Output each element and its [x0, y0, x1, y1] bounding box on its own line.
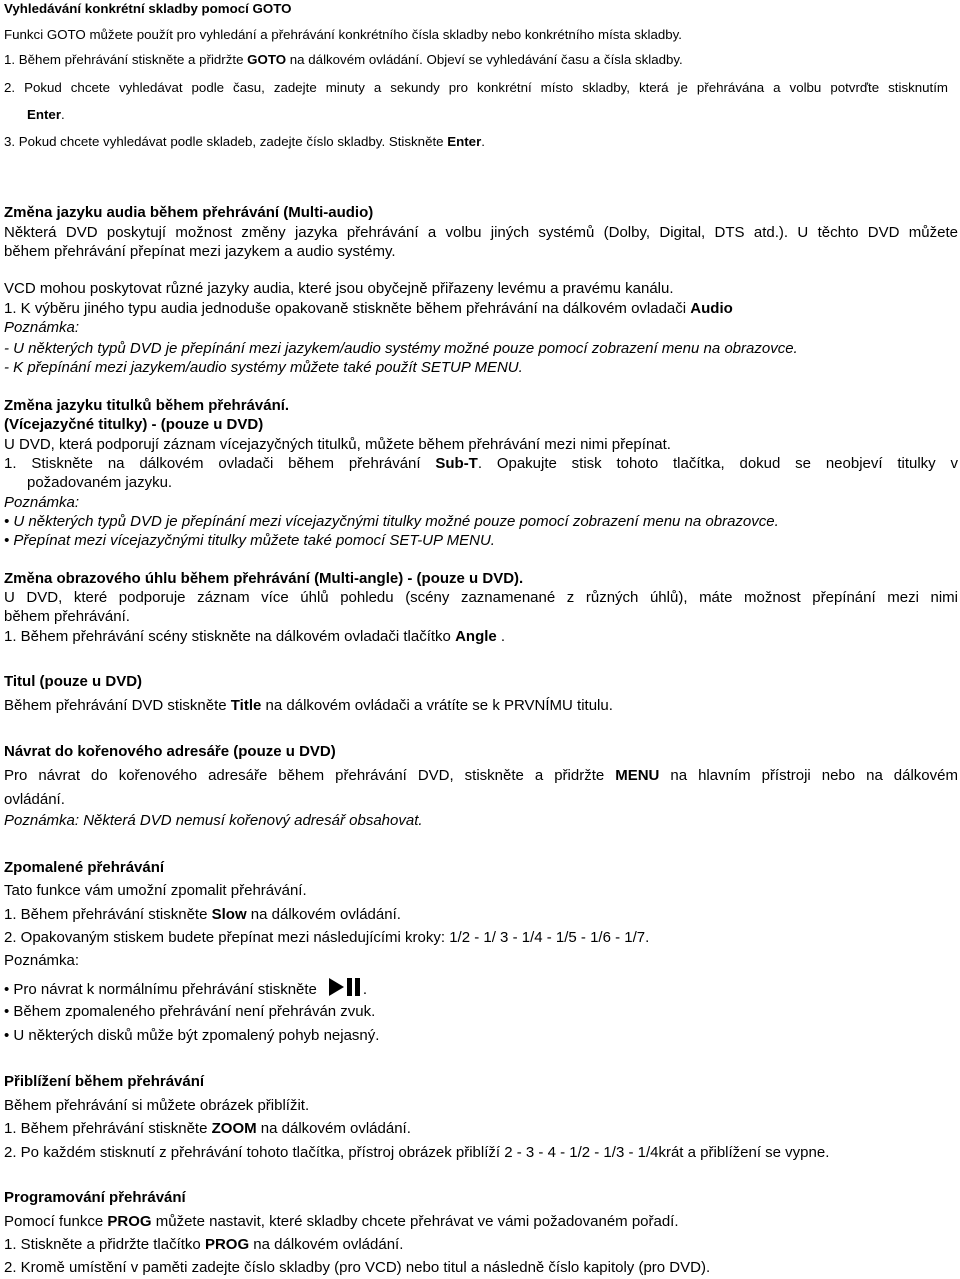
audio-note-2: - K přepínání mezi jazykem/audio systémy můžete také použít SETUP MENU. [4, 359, 523, 376]
text: 1. Stiskněte a přidržte tlačítko [4, 1236, 205, 1253]
text: . [362, 981, 368, 998]
audio-para-1-cont: během přehrávání přepínat mezi jazykem a audio systémy. [4, 243, 396, 260]
zoom-step-1 [4, 1120, 958, 1137]
slow-step-2: 2. Opakovaným stiskem budete přepínat mezi následujícími kroky: 1/2 - 1/ 3 - 1/4 - 1/5 - 1/6 - 1/7. [4, 929, 650, 946]
section-title-zoom: Přiblížení během přehrávání [4, 1073, 205, 1090]
text: 1. Během přehrávání stiskněte [4, 906, 212, 923]
section-title-slow: Zpomalené přehrávání [4, 859, 165, 876]
text: Během přehrávání DVD stiskněte [4, 697, 231, 714]
goto-step-2-cont [27, 107, 958, 122]
text: na dálkovém ovládači a vrátíte se k PRVNÍMU titulu. [261, 697, 613, 714]
subtitles-step-1 [4, 455, 958, 472]
key-prog: PROG [107, 1213, 152, 1230]
key-audio: Audio [690, 300, 733, 317]
program-para [4, 1213, 958, 1230]
zoom-para: Během přehrávání si můžete obrázek přiblížit. [4, 1097, 310, 1114]
text: Pomocí funkce [4, 1213, 108, 1230]
slow-step-1 [4, 906, 958, 923]
section-subtitle-subtitles: (Vícejazyčné titulky) - (pouze u DVD) [4, 416, 264, 433]
audio-para-2: VCD mohou poskytovat různé jazyky audia, které jsou obyčejně přiřazeny levému a pravému kanálu. [4, 280, 674, 297]
goto-step-1 [4, 52, 958, 67]
text: na dálkovém ovládání. [246, 906, 401, 923]
text: . [481, 134, 485, 149]
text: na dálkovém ovládání. [256, 1120, 411, 1137]
text: . Opakujte stisk tohoto tlačítka, dokud se neobjeví titulky v [477, 455, 958, 472]
subtitles-note-1: • U některých typů DVD je přepínání mezi vícejazyčnými titulky možné pouze pomocí zobrazení menu na obrazovce. [4, 513, 779, 530]
angle-para-1-cont: během přehrávání. [4, 608, 130, 625]
audio-note-label: Poznámka: [4, 319, 80, 336]
key-angle: Angle [455, 628, 497, 645]
text: můžete nastavit, které skladby chcete přehrávat ve vámi požadovaném pořadí. [151, 1213, 679, 1230]
text: 1. Stiskněte na dálkovém ovladači během přehrávání [4, 455, 436, 472]
play-pause-icon [329, 978, 363, 1000]
text: Pro návrat do kořenového adresáře během přehrávání DVD, stiskněte a přidržte [4, 767, 616, 784]
audio-note-1: - U některých typů DVD je přepínání mezi jazykem/audio systémy možné pouze pomocí zobrazení menu na obrazovce. [4, 340, 798, 357]
text: na dálkovém ovládání. Objeví se vyhledávání času a čísla skladby. [286, 52, 683, 67]
key-menu: MENU [615, 767, 660, 784]
angle-step-1 [4, 628, 958, 645]
slow-note-label: Poznámka: [4, 952, 80, 969]
title-para [4, 697, 958, 714]
text: . [61, 107, 65, 122]
slow-para: Tato funkce vám umožní zpomalit přehrávání. [4, 882, 307, 899]
subtitles-step-1-cont: požadovaném jazyku. [27, 474, 173, 491]
text: 1. Během přehrávání stiskněte [4, 1120, 212, 1137]
angle-para-1: U DVD, které podporuje záznam více úhlů pohledu (scény zaznamenané z různých úhlů), máte možnost přepínání mezi nimi [4, 589, 958, 606]
section-title-subtitles: Změna jazyku titulků během přehrávání. [4, 397, 290, 414]
key-enter: Enter [447, 134, 482, 149]
program-step-2: 2. Kromě umístění v paměti zadejte číslo skladby (pro VCD) nebo titul a následně číslo kapitoly (pro DVD). [4, 1259, 711, 1276]
goto-step-3 [4, 134, 958, 149]
text: na dálkovém ovládání. [249, 1236, 404, 1253]
subtitles-note-2: • Přepínat mezi vícejazyčnými titulky můžete také pomocí SET-UP MENU. [4, 532, 495, 549]
section-title-multi-angle: Změna obrazového úhlu během přehrávání (Multi-angle) - (pouze u DVD). [4, 570, 524, 587]
subtitles-para-1: U DVD, která podporují záznam vícejazyčných titulků, můžete během přehrávání mezi nimi přepínat. [4, 436, 671, 453]
root-para [4, 767, 958, 784]
text: • Pro návrat k normálnímu přehrávání stiskněte [4, 981, 317, 998]
audio-para-1: Některá DVD poskytují možnost změny jazyka přehrávání a volbu jiných systémů (Dolby, Digital, DTS atd.). U těchto DVD můžete [4, 224, 958, 241]
slow-bullet-3: • U některých disků může být zpomalený pohyb nejasný. [4, 1027, 380, 1044]
key-slow: Slow [211, 906, 247, 923]
section-title-multi-audio: Změna jazyku audia během přehrávání (Multi-audio) [4, 204, 374, 221]
section-title-program: Programování přehrávání [4, 1189, 186, 1206]
goto-step-2: 2. Pokud chcete vyhledávat podle času, zadejte minuty a sekundy pro konkrétní místo skladby, která je přehrávána a volbu potvrďte stisknutím [4, 80, 948, 95]
zoom-step-2: 2. Po každém stisknutí z přehrávání tohoto tlačítka, přístroj obrázek přiblíží 2 - 3 - 4 - 1/2 - 1/3 - 1/4krát a přiblížení se vypne. [4, 1144, 830, 1161]
section-title-title: Titul (pouze u DVD) [4, 673, 143, 690]
slow-bullet-2: • Během zpomaleného přehrávání není přehráván zvuk. [4, 1003, 376, 1020]
text: na hlavním přístroji nebo na dálkovém [659, 767, 958, 784]
root-note: Poznámka: Některá DVD nemusí kořenový adresář obsahovat. [4, 812, 423, 829]
key-sub-t: Sub-T [435, 455, 478, 472]
key-zoom: ZOOM [211, 1120, 257, 1137]
text: 1. Během přehrávání scény stiskněte na dálkovém ovladači tlačítko [4, 628, 456, 645]
text: 1. Během přehrávání stiskněte a přidržte [4, 52, 248, 67]
root-para-cont: ovládání. [4, 791, 65, 808]
audio-step-1 [4, 300, 958, 317]
key-title: Title [230, 697, 262, 714]
program-step-1 [4, 1236, 958, 1253]
text: 3. Pokud chcete vyhledávat podle skladeb, zadejte číslo skladby. Stiskněte [4, 134, 448, 149]
key-goto: GOTO [247, 52, 287, 67]
section-title-goto: Vyhledávání konkrétní skladby pomocí GOTO [4, 1, 292, 16]
goto-intro: Funkci GOTO můžete použít pro vyhledání a přehrávání konkrétního čísla skladby nebo konkrétního místa skladby. [4, 27, 682, 42]
key-prog: PROG [204, 1236, 250, 1253]
slow-bullet-1 [4, 978, 958, 1000]
key-enter: Enter [27, 107, 61, 122]
section-title-root-menu: Návrat do kořenového adresáře (pouze u DVD) [4, 743, 336, 760]
subtitles-note-label: Poznámka: [4, 494, 80, 511]
text: 1. K výběru jiného typu audia jednoduše opakovaně stiskněte během přehrávání na dálkovém ovladači [4, 300, 691, 317]
text: . [496, 628, 506, 645]
